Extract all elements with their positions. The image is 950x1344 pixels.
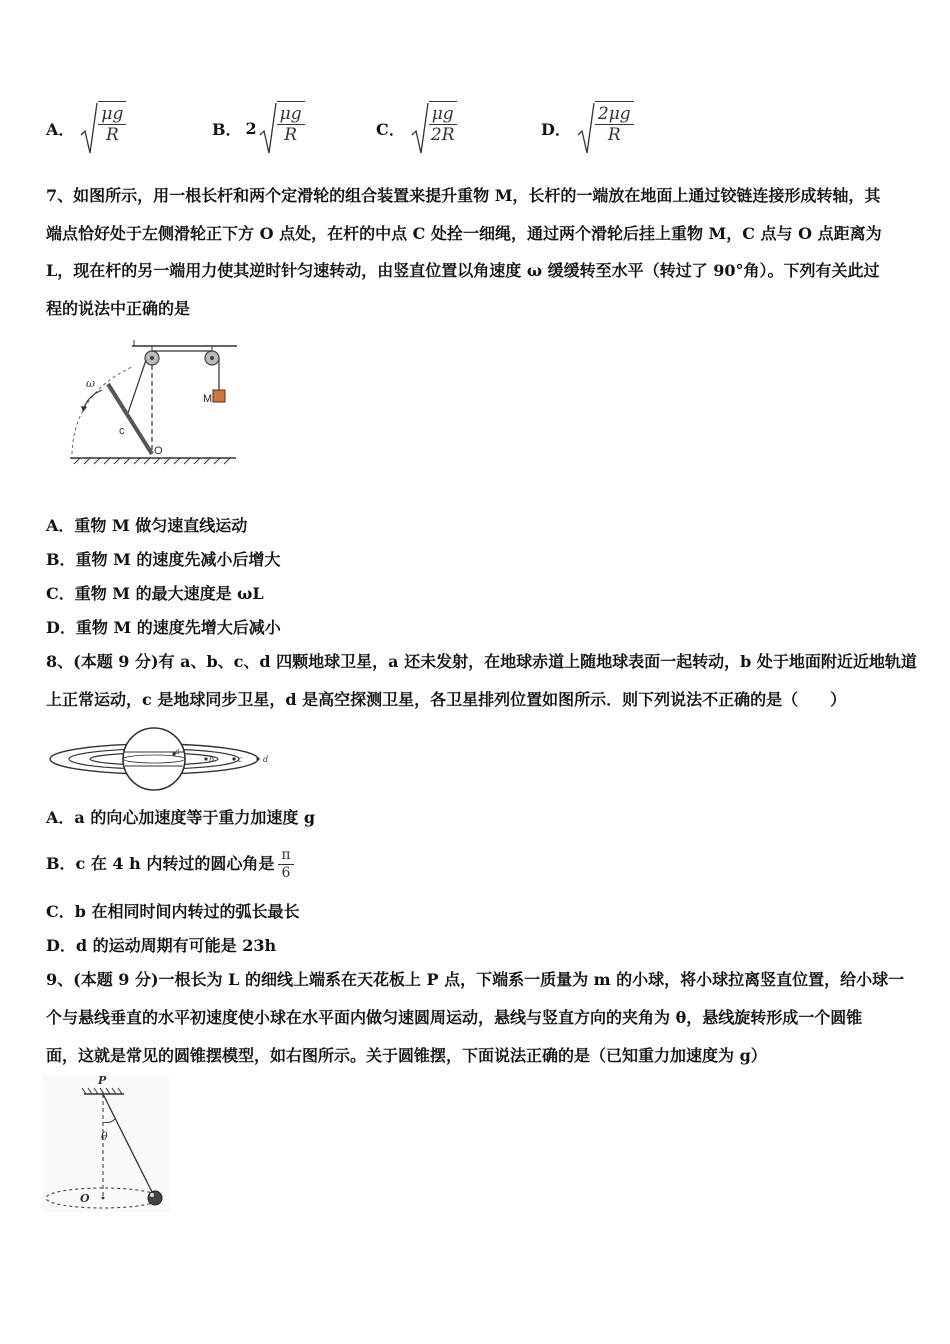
q7-stem-line-4: 程的说法中正确的是 (46, 299, 191, 318)
q7-option-a[interactable]: A．重物 M 做匀速直线运动 (46, 516, 248, 535)
sqrt-expression (80, 101, 126, 155)
fraction-numerator: 2μg (595, 104, 634, 125)
q6-option-d[interactable] (541, 100, 634, 156)
q6-option-a[interactable] (46, 100, 126, 156)
option-label: C． (376, 119, 405, 139)
q8-option-b[interactable] (46, 842, 294, 886)
figure-label-b: b (209, 755, 215, 764)
fraction-denominator: R (105, 125, 119, 145)
q7-option-b[interactable]: B．重物 M 的速度先减小后增大 (46, 550, 281, 569)
figure-label-d: d (263, 755, 269, 764)
sqrt-expression (411, 101, 457, 155)
fraction-denominator: 6 (281, 864, 291, 881)
option-label: D． (541, 119, 571, 139)
satellite-orbits-figure (46, 724, 281, 792)
fraction-denominator: R (607, 125, 621, 145)
option-label: A． (46, 119, 75, 139)
q6-option-b[interactable] (212, 100, 305, 156)
fraction-numerator: π (278, 847, 293, 865)
figure-label-theta: θ (101, 1130, 108, 1143)
figure-label-c: c (119, 425, 125, 437)
sqrt-expression (577, 101, 634, 155)
q7-stem-line-2: 端点恰好处于左侧滑轮正下方 O 点处，在杆的中点 C 处拴一细绳，通过两个滑轮后挂上重物 M，C 点与 O 点距离为 (46, 224, 882, 243)
fraction-numerator: μg (429, 104, 457, 125)
fraction-numerator: μg (98, 104, 126, 125)
conical-pendulum-figure (40, 1072, 175, 1217)
q9-stem-line-2: 个与悬线垂直的水平初速度使小球在水平面内做匀速圆周运动，悬线与竖直方向的夹角为 θ，悬线旋转形成一个圆锥 (46, 1008, 863, 1027)
q7-option-d[interactable]: D．重物 M 的速度先增大后减小 (46, 618, 281, 637)
figure-label-omega: ω (86, 377, 95, 390)
q8-option-d[interactable]: D．d 的运动周期有可能是 23h (46, 936, 277, 955)
fraction-denominator: 2R (430, 125, 455, 145)
q7-stem-line-1: 7、如图所示，用一根长杆和两个定滑轮的组合装置来提升重物 M，长杆的一端放在地面上通过铰链连接形成转轴，其 (46, 186, 881, 205)
figure-label-o: O (154, 445, 163, 457)
q8-stem-line-2: 上正常运动，c 是地球同步卫星，d 是高空探测卫星，各卫星排列位置如图所示．则下列说法不正确的是（ ） (46, 690, 847, 709)
ball-icon (148, 1191, 162, 1205)
q6-option-c[interactable] (376, 100, 457, 156)
sqrt-expression (259, 101, 305, 155)
earth-icon (123, 728, 185, 790)
coefficient: 2 (245, 118, 257, 138)
q8-option-b-text: B．c 在 4 h 内转过的圆心角是 (46, 854, 275, 873)
q8-option-c[interactable]: C．b 在相同时间内转过的弧长最长 (46, 902, 300, 921)
q7-stem-line-3: L，现在杆的另一端用力使其逆时针匀速转动，由竖直位置以角速度 ω 缓缓转至水平（转过了 90°角）。下列有关此过 (46, 261, 880, 280)
q8-stem-line-1: 8、(本题 9 分)有 a、b、c、d 四颗地球卫星，a 还未发射，在地球赤道上随地球表面一起转动，b 处于地面附近近地轨道 (46, 652, 917, 671)
q9-stem-line-1: 9、(本题 9 分)一根长为 L 的细线上端系在天花板上 P 点，下端系一质量为 m 的小球，将小球拉离竖直位置，给小球一 (46, 970, 905, 989)
figure-label-c: c (238, 755, 243, 764)
figure-label-a: a (175, 747, 180, 756)
figure-label-o: O (80, 1192, 90, 1205)
figure-label-p: P (98, 1074, 107, 1087)
figure-label-m: M (203, 393, 213, 405)
q9-stem-line-3: 面，这就是常见的圆锥摆模型，如右图所示。关于圆锥摆，下面说法正确的是（已知重力加速度为 g） (46, 1046, 767, 1065)
pulley-rod-figure (62, 338, 247, 468)
q7-option-c[interactable]: C．重物 M 的最大速度是 ωL (46, 584, 264, 603)
option-label: B． (212, 119, 242, 139)
fraction-numerator: μg (277, 104, 305, 125)
fraction-denominator: R (284, 125, 298, 145)
q8-option-a[interactable]: A．a 的向心加速度等于重力加速度 g (46, 808, 316, 827)
weight-m-icon (213, 390, 225, 402)
